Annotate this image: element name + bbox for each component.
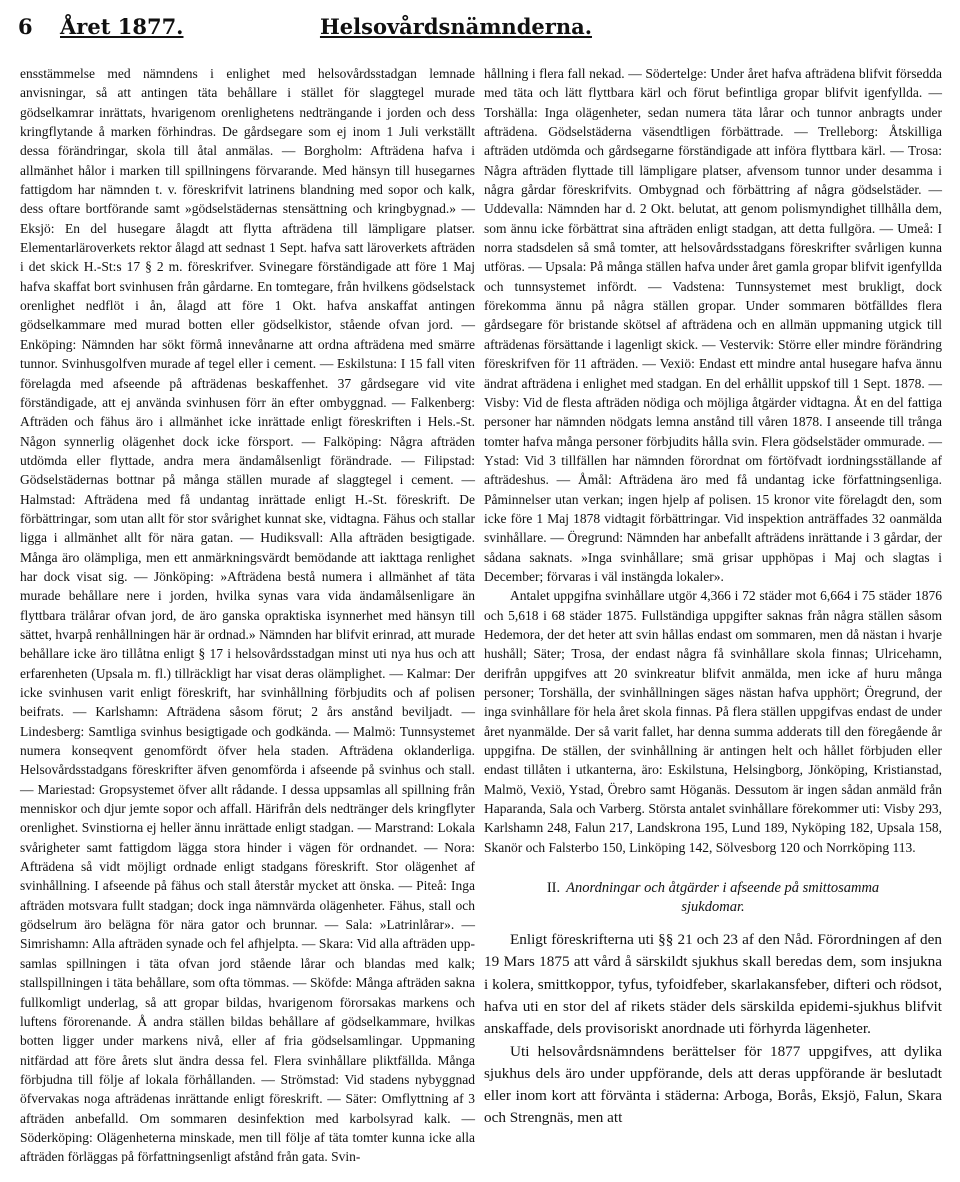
running-head-section: Helsovårdsnämnderna.	[319, 14, 592, 39]
section-heading-number: II.	[546, 880, 561, 897]
section-paragraph: Enligt föreskrifterna uti §§ 21 och 23 af den Nåd. Förordningen af den 19 Mars 1875 att vård å särskildt sjukhus skall beredas dem, som insjukna i kolera, smittkoppor, tyfus, tyfoidfeber, skarlakansfeber, difteri och rödsot, hafva uti en stor del af rikets städer dels särskilda epidemi-sjukhus blifvit anskaffade, dels provisoriskt anordnade uti förhyrda lägenheter.	[484, 931, 942, 1038]
right-paragraph: Antalet uppgifna svinhållare utgör 4,366 i 72 städer mot 6,664 i 75 städer 1876 och 5,618 i 68 städer 1875. Fullständiga uppgifter saknas från några ställen såsom Hedemora, der det heter att svin hållas endast om sommaren, men då nästan i hvarje hushåll; Säter; Trosa, der endast några få svinhållare skola finnas; Ulricehamn, derifrån uppgifves att 20 svinkreatur blifvit anmälda, men icke af huru många personer; Torshälla, der svinhållningen säges nästan hafva upphört; Öregrund, der inga svinhållare för hela året skola finnas. På flera ställen uppgifvas endast de under året nyanmälde. Der så varit fallet, har denna summa adderats till den föregående år uppgifna. De ställen, der svinhållning är antingen helt och hållet förbjuden eller endast tillåten i utkanterna, äro: Eskilstuna, Helsingborg, Jönköping, Kristianstad, Malmö, Vexiö, Ystad, Örebro samt Höganäs. Dessutom är ingen sådan anmäld från Haparanda, Sala och Varberg. Största antalet svinhållare förekommer uti: Visby 293, Karlshamn 248, Falun 217, Landskrona 195, Lund 189, Nyköping 182, Upsala 158, Skanör och Falsterbo 150, Linköping 142, Sölvesborg 120 och Norrköping 113.	[484, 588, 942, 855]
left-paragraph: ensstämmelse med nämndens i enlighet med helsovårdsstadgan lemnade anvisningar, så att antingen täta behållare i stället för slaggtegel murade gödselkamrar inrättats, hvarigenom orenlighetens nedträngande i jorden och dess kringflytande å marken förhindras. De gårdsegare som ej inom 1 Juli verkställt dessa förändringar, skola till åtal anmälas. — Borgholm: Afträdena hafva i allmänhet hålor i marken till spillningens förvarande. Med hänsyn till husegarnes fattigdom har nämnden t. v. föreskrifvit latrinens blandning med sopor och kalk, dess oftare bortförande samt »gödselstädernas stensättning och kringbygnad.» — Eksjö: En del husegare ålagdt att flytta afträdena till lämpligare platser. Elementarläroverkets rektor ålagd att sednast 1 Sept. hafva satt läroverkets afträden i det skick H.-St:s 17 § 2 m. föreskrifver. Svinegare förständigade att före 1 Maj hafva skaffat bort svinhusen från gårdarne. En tomtegare, från hvilkens gödselstack orenlighet nedflöt i ån, ålagd att före 1 Okt. hafva anskaffat antingen gödselkammare med murad botten eller gödselkistor, stående ofvan jord. — Enköping: Nämnden har sökt förmå innevånarne att ordna afträdena med smärre tunnor. Svinhusgolfven murade af tegel eller i cement. — Eskilstuna: I 15 fall viten förelagda med afseende på afträdenas beskaffenhet. 37 gårdsegare vid vite förständigade, att ej använda svinhusen förr än efter ombyggnad. — Falkenberg: Afträden och fähus äro i allmänhet icke inrättade enligt föreskriften i Hels.-St. Någon synnerlig olägenhet dock icke försport. — Falköping: Några afträden utdömda eller flyttade, andra mera ändamålsenligt förändrade. — Filipstad: Gödselstädernas bottnar på många ställen murade af slaggtegel i cement. — Halmstad: Afträdena med få undantag inrättade enligt H.-St. föreskrift. De förbättringar, som utan allt för stor svårighet kunnat ske, vidtagna. Fähus och stallar ligga i allmänhet allt för nära gatan. — Hudiksvall: Alla afträden besigtigade. Många äro olämpliga, men ett anmärkningsvärdt bemödande att iakttaga renlighet har dock visat sig. — Jönköping: »Afträdena bestå numera i allmänhet af täta murade behållare nere i jorden, hvilka synas vara vida ändamålsenligare än flyttbara trälårar ofvan jord, de äro ganska opraktiska isynnerhet med hänsyn till sättet, hvarpå renhållningen här är ordnad.» Nämnden har blifvit erinrad, att murade behållare icke äro tillåtna enligt § 17 i helsovårdsstadgan minst uti nya hus och att erfarenheten (Upsala m. fl.) tillräckligt har visat deras olämplighet. — Kalmar: Der icke svinhusen varit enligt föreskrift, har svinhållning förbjudits och af polisen beifrats. — Karlshamn: Afträdena såsom förut; 2 års anstånd beviljadt. — Lindesberg: Samtliga svinhus besigtigade och godkända. — Malmö: Tunnsystemet numera konseqvent genomfördt öfver hela staden. Afträdena oklanderliga. Helsovårdsstadgans föreskrifter äfven genomförda i afseende på svinhus och stall. — Mariestad: Gropsystemet öfver allt rådande. I dessa uppsamlas all spillning från menniskor och djur jemte sopor och affall. Härifrån dels nedtränger dels kringflyter orenlighet. Svinstiorna ej heller ännu inrättade enligt stadgan. — Marstrand: Lokala svårigheter samt fattigdom lägga stora hinder i vägen för ordnandet. — Nora: Afträdena så vidt möjligt ordnade enligt stadgans föreskrift. Stor olägenhet af svinhållning. I afseende på fähus och stall återstår mycket att önska. — Piteå: Inga afträden motsvara fullt stadgan; dock inga nämnvärda olägenheter. Fähus, stall och gödselrum äro belägna för nära gator och brunnar. — Sala: »Latrinlårar». — Simrishamn: Alla afträden synade och fel afhjelpta. — Skara: Vid alla afträden upp-samlas spillningen i täta ofvan jord stående lårar och blandas med kalk; stallspillningen i täta behållare, som ofta tömmas. — Sköfde: Många afträden sakna fullkomligt underlag, så att gropar bildas, hvarigenom förorsakas markens och luftens förorenande. Å andra ställen bildas behållare af gödselkammare, hvilkas botten ligger under markens nivå, eller af fria gödselsamlingar. Uppmaning nitfärdad att före årets slut ändra dessa fel. Flera svinhållare pliktfällda. Många förbjudna till följe af lokala förhållanden. — Strömstad: Vid stadens nybyggnad öfvervakas noga afträdenas inrättande enligt föreskrift. — Säter: Omflyttning af 3 afträden anbefalld. Om sommaren desinfektion med karbolsyrad kalk. — Söderköping: Olägenheterna minskade, men till följe af täta tomter kunna icke alla afträden förläggas på författningsenligt afstånd från gata. Svin-	[20, 66, 475, 1165]
right-column	[484, 64, 942, 1130]
running-head-year: Året 1877.	[60, 14, 184, 39]
section-heading-text: Anordningar och åtgärder i afseende på smittosamma sjukdomar.	[566, 880, 880, 916]
section-heading	[514, 879, 912, 917]
page-number: 6	[18, 14, 33, 39]
left-column	[20, 64, 475, 1167]
right-paragraph: hållning i flera fall nekad. — Södertelge: Under året hafva afträdena blifvit försedda med täta och lätt flyttbara kärl och förut befintliga gropar blifvit igenfyllda. — Torshälla: Inga olägenheter, sedan numera täta lårar och tunnor anbragts under afträdena. Gödselstäderna väsendtligen förbättrade. — Trelleborg: Åtskilliga afträden utdömda och gårdsegarne förständigade att införa flyttbara kärl. — Trosa: Några afträden flyttade till lämpligare platser, afvensom tunnor under desamma i några gårdar föreskrifvits. Ombygnad och förbättring af några gödselstäder. — Uddevalla: Nämnden har d. 2 Okt. belutat, att genom polismyndighet tillhålla dem, som ännu icke förbättrat sina afträden enligt stadgan, att detta fullgöra. — Umeå: I norra stadsdelen så små tomter, att helsovårdsstadgans föreskrifter svårligen kunna utföras. — Upsala: På många ställen hafva under året gamla gropar blifvit igenfyllda och tunnsystemet infördt. — Vadstena: Tunnsystemet mest brukligt, dock förekomma ännu på några ställen gropar. Under sommaren bötfälldes flera gårdsegare för bristande skötsel af afträdena och en allmän uppmaning utgick till afträdenas försättande i lagenligt skick. — Vestervik: Större eller mindre förändring föreskrifven för 11 afträden. — Vexiö: Endast ett mindre antal husegare hafva ännu ändrat afträdena i enlighet med stadgan. En del erhållit uppskof till 1 Sept. 1878. — Visby: Vid de flesta afträden nödiga och möjliga åtgärder vidtagna. Åt en del fattiga personer har nämnden nödgats lemna anstånd till våren 1878. I anseende till trånga tomter hafva många personer förbjudits hålla svin. Flera gödselstäder ommurade. — Ystad: Vid 3 tillfällen har nämnden förordnat om förtöfvadt iordningsställande af afträdeshus. — Åmål: Afträdena äro med få undantag icke författningsenliga. Påminnelser utan verkan; ingen hjelp af polisen. 15 kronor vite förelagdt den, som icke före 1 Maj 1878 vidtagit förbättringar. Vid inspektion anträffades 32 oanmälda svinhållare. — Öregrund: Nämnden har anbefallt afträdens inrättande i 3 gårdar, der sådana saknats. »Inga svinhållare; smä grisar upphöpas i Maj och slagtas i December; förvaras i väl instängda lokaler».	[484, 66, 942, 584]
page-header	[18, 14, 942, 48]
section-paragraph: Uti helsovårdsnämndens berättelser för 1877 uppgifves, att dylika sjukhus dels äro under uppförande, dels att deras uppförande är beslutadt eller inom kort att förvänta i städerna: Arboga, Borås, Eksjö, Falun, Skara och Strengnäs, men att	[484, 1042, 942, 1127]
